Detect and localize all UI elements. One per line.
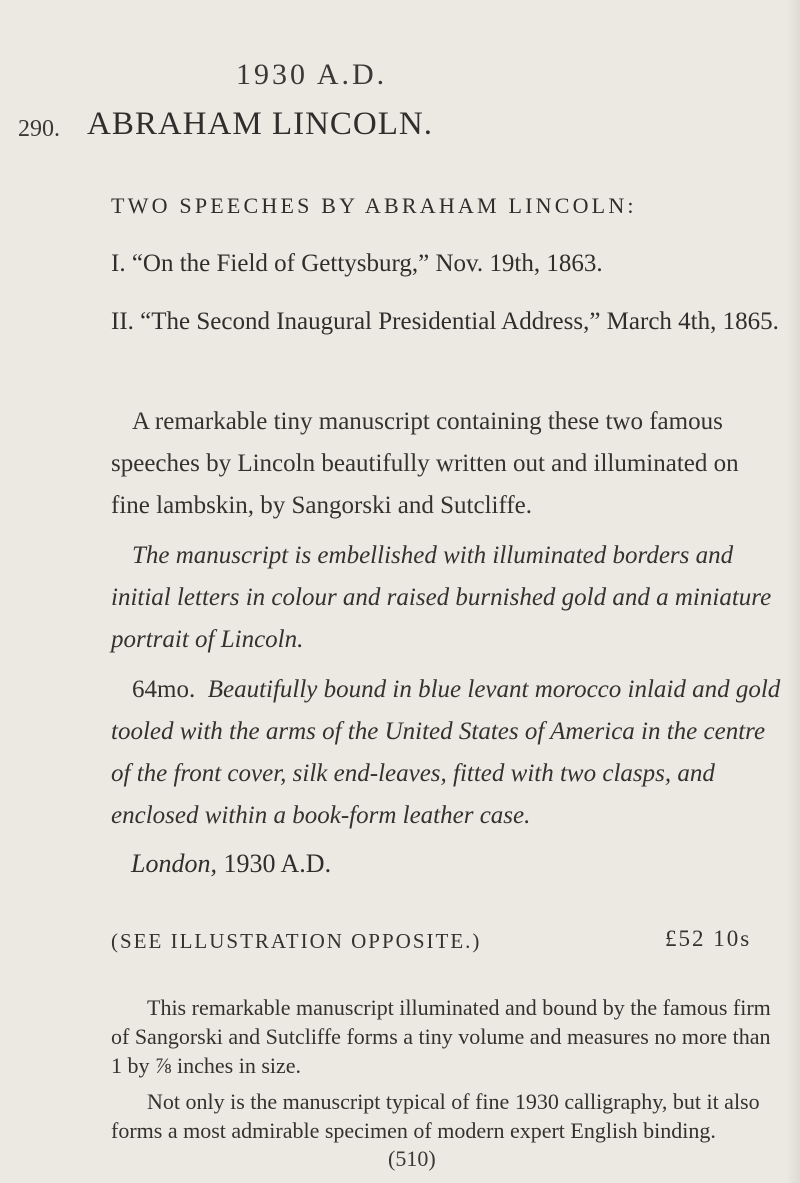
imprint-date: 1930 A.D. (223, 849, 332, 878)
binding-text: Beautifully bound in blue levant morocco inlaid and gold tooled with the arms of the United States of America in the centre of the front cover, silk end-leaves, fitted with two clasps, and enclosed within a book-form leather case. (111, 676, 781, 829)
page-number: (510) (388, 1146, 436, 1171)
imprint (131, 849, 331, 879)
speech-item: II. “The Second Inaugural Presidential Address,” March 4th, 1865. (111, 308, 779, 335)
lot-subtitle: TWO SPEECHES BY ABRAHAM LINCOLN: (111, 193, 637, 218)
description-paragraph: A remarkable tiny manuscript containing these two famous speeches by Lincoln beautifully written out and illuminated on fine lambskin, by Sangorski and Sutcliffe. (111, 408, 739, 519)
price: £52 10s (665, 926, 752, 951)
format-label: 64mo. (132, 676, 196, 703)
imprint-city: London, (131, 849, 217, 878)
binding-description (111, 669, 783, 837)
page-edge-shadow (786, 0, 800, 1183)
lot-number: 290. (18, 116, 60, 142)
note-paragraph: This remarkable manuscript illuminated and bound by the famous firm of Sangorski and Sutcliffe forms a tiny volume and measures no more than 1 by ⅞ inches in size. (111, 995, 771, 1078)
note-paragraph: Not only is the manuscript typical of fine 1930 calligraphy, but it also forms a most admirable specimen of modern expert English binding. (111, 1089, 760, 1143)
running-head: 1930 A.D. (236, 58, 388, 91)
lot-title: ABRAHAM LINCOLN. (87, 106, 433, 142)
speech-item: I. “On the Field of Gettysburg,” Nov. 19th, 1863. (111, 250, 603, 277)
illustration-reference: (SEE ILLUSTRATION OPPOSITE.) (111, 929, 482, 953)
description-paragraph-italic: The manuscript is embellished with illuminated borders and initial letters in colour and raised burnished gold and a miniature portrait of Lincoln. (111, 542, 772, 653)
